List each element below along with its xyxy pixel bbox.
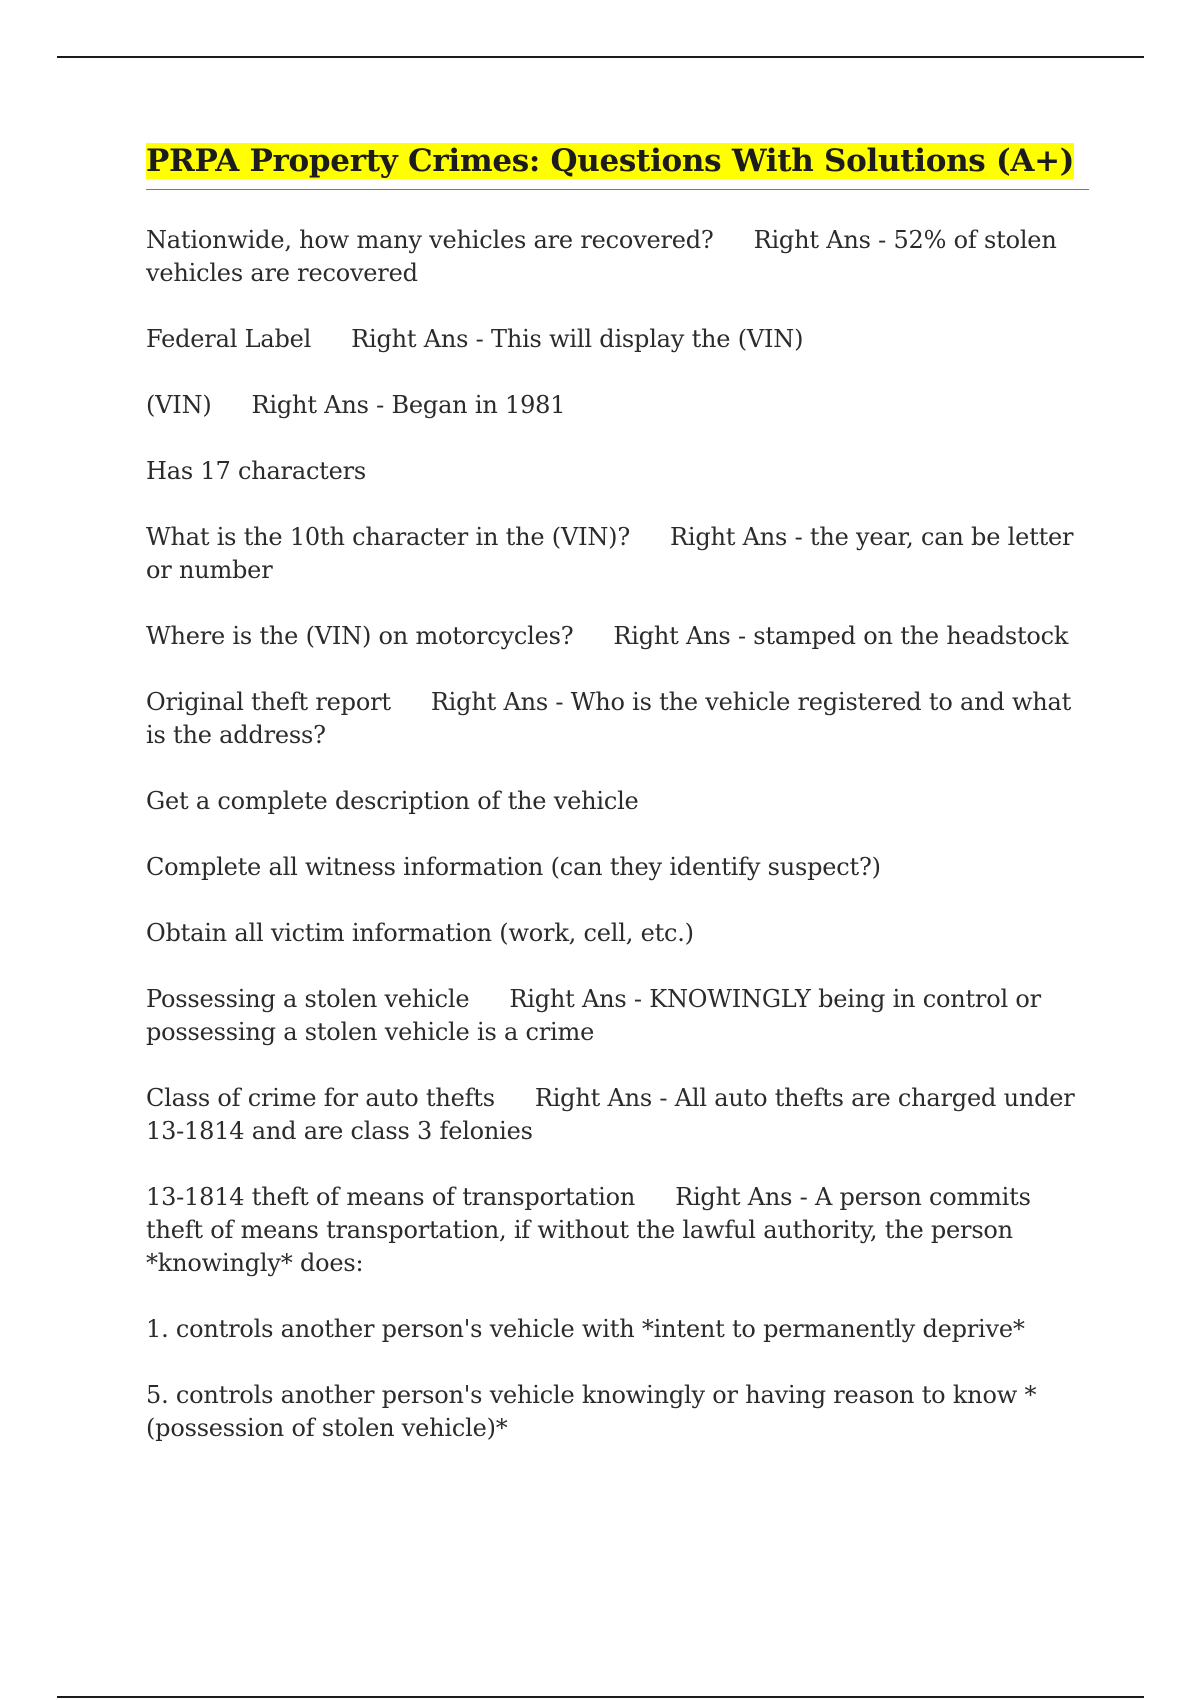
qa-entry: [146, 620, 1089, 653]
title-block: [146, 140, 1089, 190]
question-text: Class of crime for auto thefts: [146, 1084, 495, 1113]
document-title: PRPA Property Crimes: Questions With Solutions (A+): [146, 143, 1075, 179]
answer-text: Right Ans - the year, can be letter or number: [146, 523, 1074, 585]
page-bottom-rule: [57, 1696, 1144, 1698]
answer-text: Right Ans - Who is the vehicle registered to and what is the address?: [146, 688, 1072, 750]
qa-entry: [146, 983, 1089, 1049]
note-text: Complete all witness information (can they identify suspect?): [146, 853, 881, 882]
qa-entry: [146, 389, 1089, 422]
note-line: [146, 1379, 1089, 1445]
answer-text: Right Ans - This will display the (VIN): [351, 325, 804, 354]
qa-entry: [146, 1082, 1089, 1148]
qa-entry: [146, 1181, 1089, 1280]
note-line: [146, 917, 1089, 950]
qa-entry: [146, 686, 1089, 752]
answer-text: Right Ans - stamped on the headstock: [613, 622, 1069, 651]
answer-text: Right Ans - Began in 1981: [251, 391, 566, 420]
note-line: [146, 851, 1089, 884]
note-line: [146, 1313, 1089, 1346]
answer-text: Right Ans - 52% of stolen vehicles are recovered: [146, 226, 1057, 288]
document-body: [146, 140, 1089, 1478]
question-text: Original theft report: [146, 688, 391, 717]
question-text: Federal Label: [146, 325, 312, 354]
question-text: Possessing a stolen vehicle: [146, 985, 470, 1014]
question-text: Nationwide, how many vehicles are recovered?: [146, 226, 714, 255]
qa-entry: [146, 521, 1089, 587]
question-text: 13-1814 theft of means of transportation: [146, 1183, 636, 1212]
note-text: Get a complete description of the vehicle: [146, 787, 639, 816]
question-text: Where is the (VIN) on motorcycles?: [146, 622, 574, 651]
qa-entry: [146, 224, 1089, 290]
note-line: [146, 785, 1089, 818]
note-text: Obtain all victim information (work, cell, etc.): [146, 919, 694, 948]
page-top-rule: [57, 56, 1144, 58]
question-text: What is the 10th character in the (VIN)?: [146, 523, 631, 552]
answer-text: Right Ans - All auto thefts are charged under 13-1814 and are class 3 felonies: [146, 1084, 1075, 1146]
answer-text: Right Ans - A person commits theft of means transportation, if without the lawful authority, the person *knowingly* does:: [146, 1183, 1031, 1278]
note-text: Has 17 characters: [146, 457, 367, 486]
qa-entry: [146, 323, 1089, 356]
note-text: 5. controls another person's vehicle knowingly or having reason to know *(possession of stolen vehicle)*: [146, 1381, 1037, 1443]
note-text: 1. controls another person's vehicle with *intent to permanently deprive*: [146, 1315, 1025, 1344]
answer-text: Right Ans - KNOWINGLY being in control or possessing a stolen vehicle is a crime: [146, 985, 1041, 1047]
note-line: [146, 455, 1089, 488]
question-text: (VIN): [146, 391, 212, 420]
